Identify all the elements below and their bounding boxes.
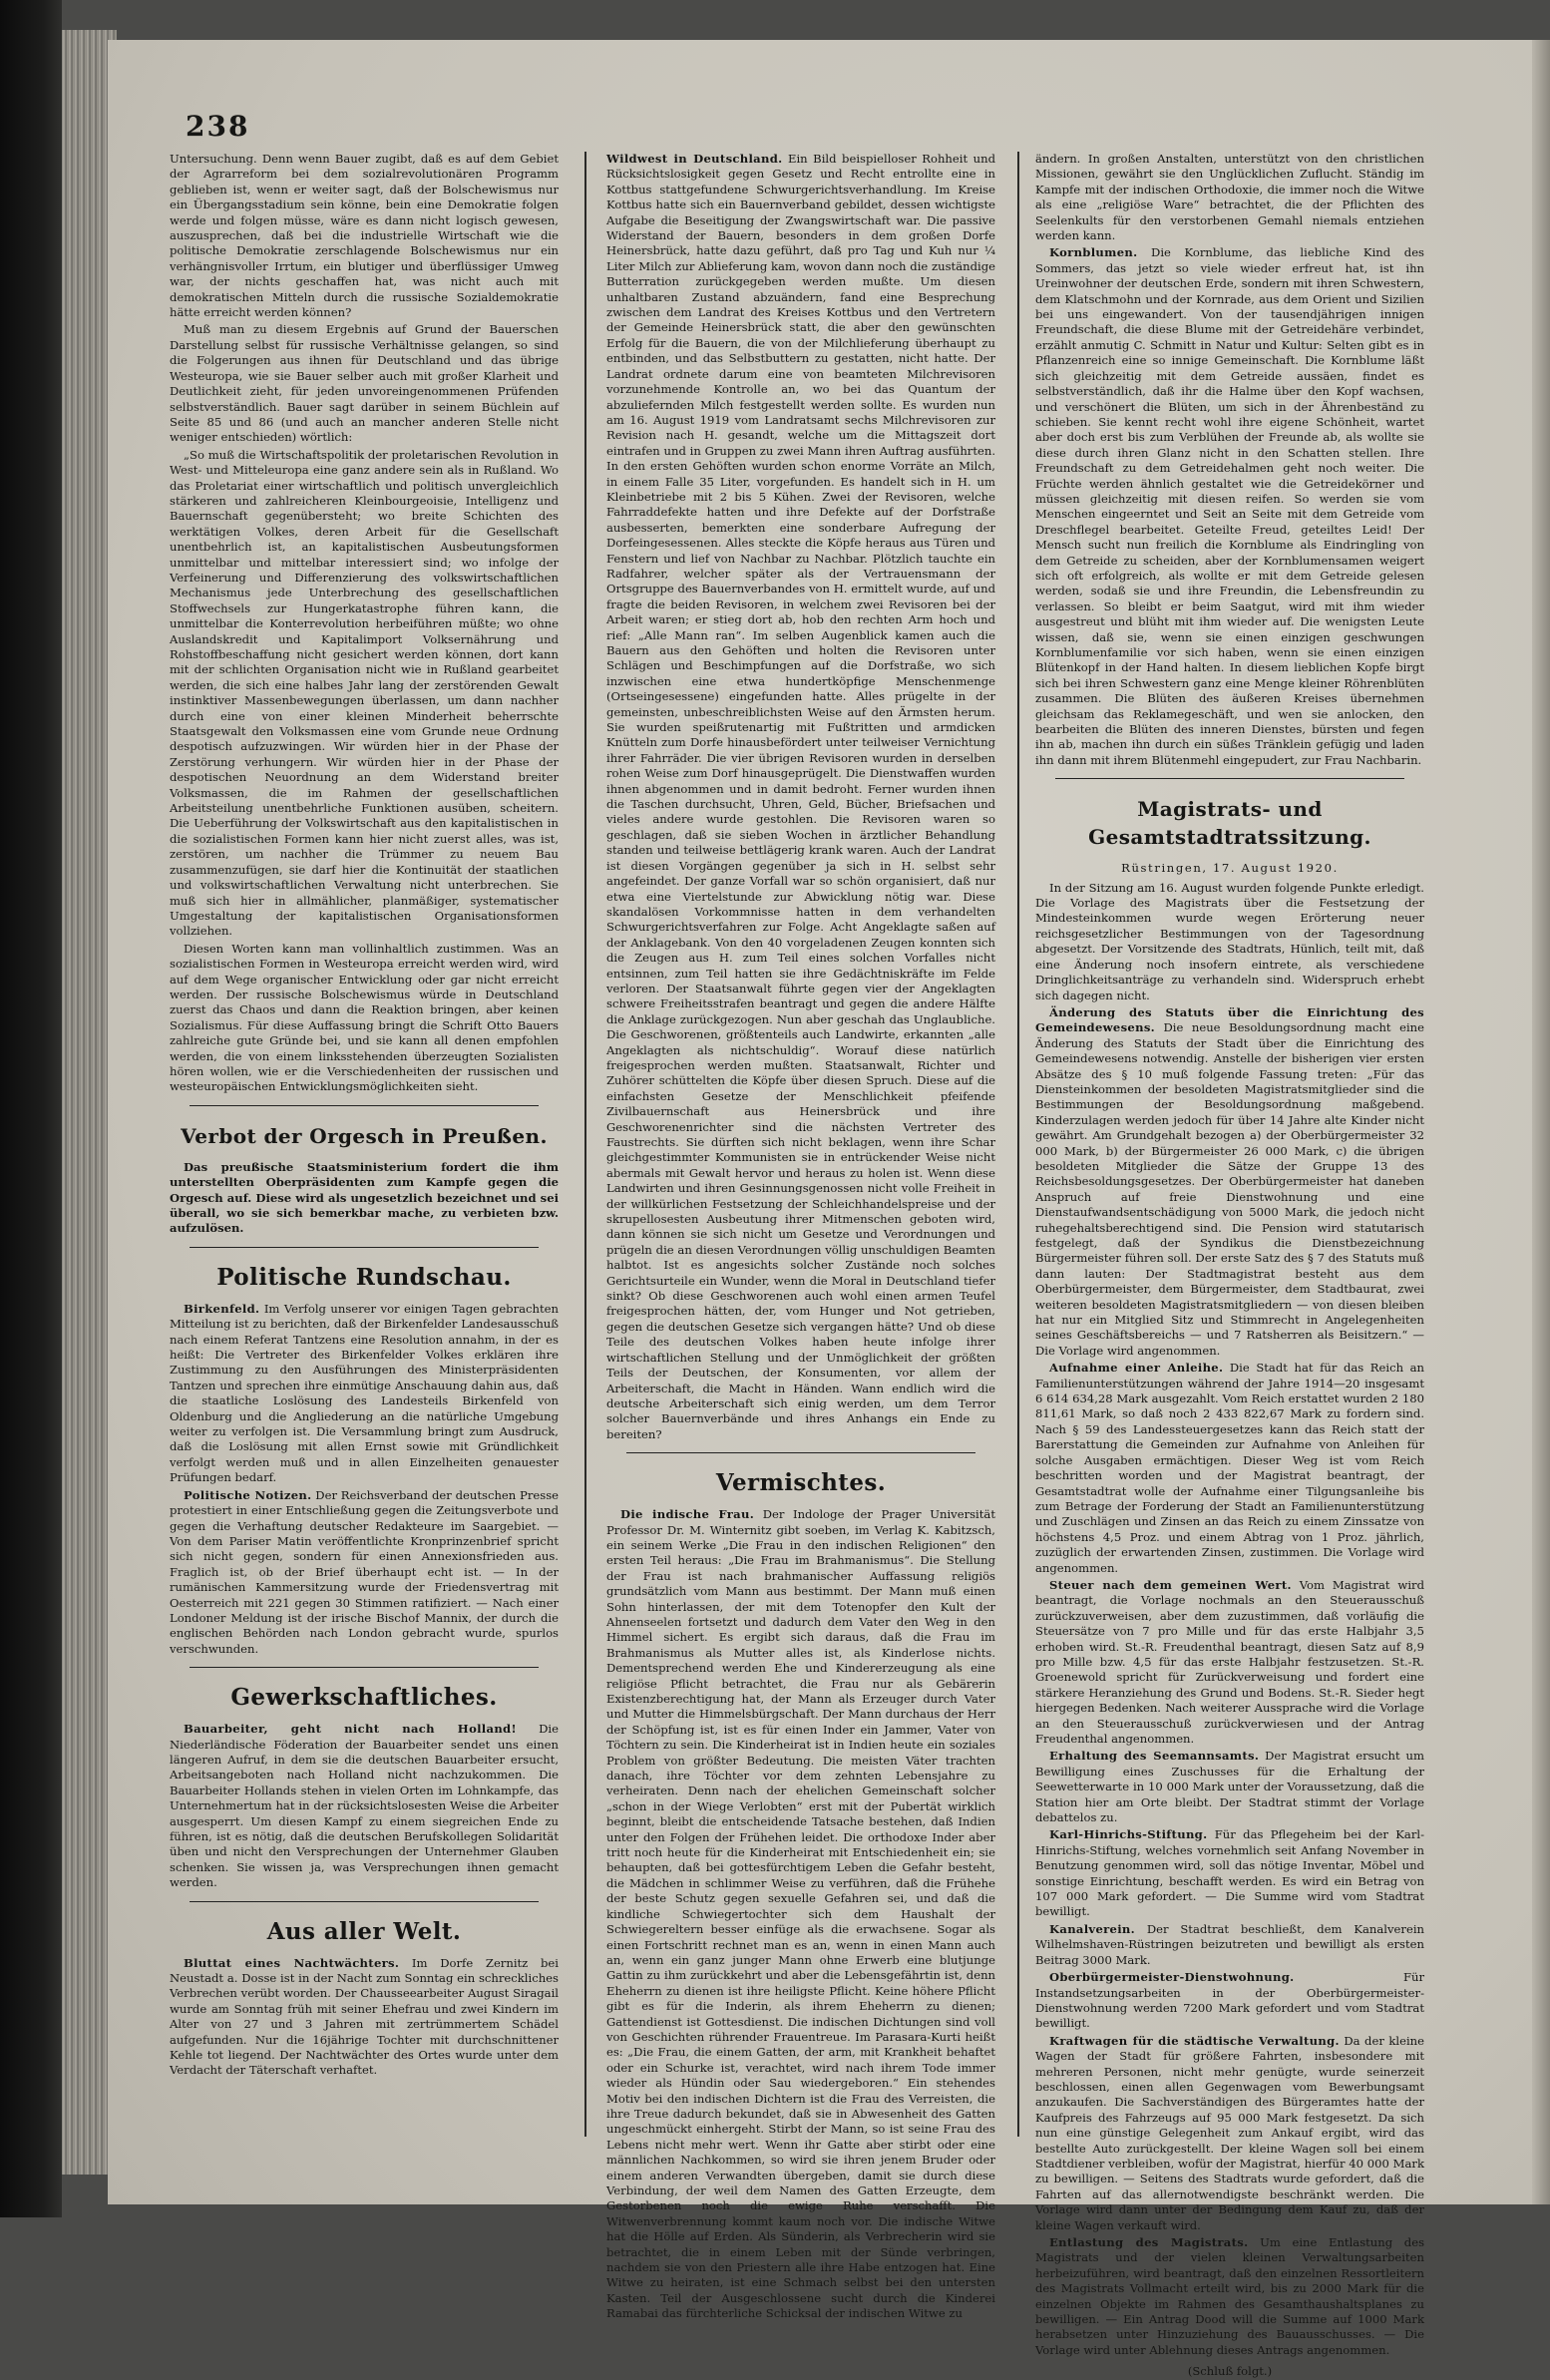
news-text: Der Stadtrat beschließt, dem Kanalverein Wilhelmshaven-Rüstringen beizutreten und bewilligt als ersten Beitrag 3000 Mark. (1035, 1921, 1424, 1967)
rubric: Steuer nach dem gemeinen Wert. (1049, 1577, 1292, 1592)
news-item (606, 1507, 995, 2322)
news-item (1035, 1578, 1424, 1747)
news-item (170, 1488, 559, 1657)
rubric: Aufnahme einer Anleihe. (1049, 1361, 1224, 1376)
section-rule (190, 1105, 539, 1106)
column-divider (1017, 152, 1019, 2137)
news-item (1035, 245, 1424, 768)
rubric: Birkenfeld. (184, 1301, 260, 1316)
article-paragraph: Das preußische Staatsministerium fordert die ihm unterstellten Oberpräsidenten zum Kampfe gegen die Orgesch auf. Diese wird als ungesetzlich bezeichnet und sei überall, wo sie sich bemerkbar mache, zu verbieten bzw. aufzulösen. (170, 1159, 559, 1236)
rubric: Entlastung des Magistrats. (1049, 2235, 1249, 2249)
news-item (1035, 1361, 1424, 1576)
section-rule (1055, 778, 1404, 779)
rubric: Wildwest in Deutschland. (606, 152, 783, 166)
news-text: Um eine Entlastung des Magistrats und der vielen kleinen Verwaltungsarbeiten herbeizuführen, wird beantragt, daß den einzelnen Ressortleitern des Magistrats Vollmacht erteilt wird, bis zu 2000 Mark für die einzelnen Objekte im Rahmen des Gesamthaushaltsplanes zu bewilligen. — Ein Antrag Dood will die Summe auf 1000 Mark herabsetzen unter Hinzuziehung des Bauausschusses. — Die Vorlage wird unter Ablehnung dieses Antrags angenommen. (1035, 2235, 1425, 2357)
news-item (170, 1302, 559, 1486)
rubric: Bluttat eines Nachtwächters. (184, 1955, 400, 1970)
rubric: Politische Notizen. (184, 1487, 312, 1502)
news-item (170, 1722, 559, 1890)
column-2 (606, 152, 996, 2321)
news-item (170, 1956, 559, 2079)
headline-magistratssitzung: Magistrats- und Gesamtstadtratssitzung. (1088, 797, 1371, 850)
rubric: Kanalverein. (1049, 1921, 1136, 1936)
column-1 (170, 152, 559, 2147)
news-text: Für Instandsetzungsarbeiten in der Oberbürgermeister-Dienstwohnung werden 7200 Mark gefordert und vom Stadtrat bewilligt. (1035, 1970, 1424, 2031)
section-rule (626, 1452, 975, 1453)
news-text: Die Niederländische Föderation der Bauarbeiter sendet uns einen längeren Aufruf, in dem sie die deutschen Bauarbeiter ersucht, Arbeitsangeboten nach Holland nicht nachzukommen. Die Bauarbeiter Hollands stehen in vielen Orten im Lohnkampfe, das Unternehmertum hat in der rücksichtslosesten Weise die Arbeiter ausgesperrt. Um diesen Kampf zu einem siegreichen Ende zu führen, ist es nötig, daß die deutschen Berufskollegen Solidarität üben und nicht den Versprechungen der Unternehmer Glauben schenken. Sie wissen ja, was Versprechungen ihnen gemacht werden. (170, 1722, 559, 1890)
article-paragraph: Diesen Worten kann man vollinhaltlich zustimmen. Was an sozialistischen Formen in Westeuropa erreicht werden wird, wird auf dem Wege organischer Entwicklung oder gar nicht erreicht werden. Der russische Bolschewismus würde in Deutschland zuerst das Chaos und dann die Reaktion bringen, aber keinen Sozialismus. Für diese Auffassung bringt die Schrift Otto Bauers zahlreiche gute Gründe bei, und sie kann all denen empfohlen werden, die von einem linksstehenden überzeugten Sozialisten hören wollen, wie er die Verschiedenheiten der russischen und westeuropäischen Entwicklungsmöglichkeiten sieht. (170, 941, 559, 1094)
rubric: Bauarbeiter, geht nicht nach Holland! (184, 1722, 517, 1737)
headline-gewerkschaftliches: Gewerkschaftliches. (230, 1684, 498, 1712)
headline-politische-rundschau: Politische Rundschau. (216, 1263, 512, 1291)
article-paragraph: In der Sitzung am 16. August wurden folgende Punkte erledigt. Die Vorlage des Magistrats über die Festsetzung der Mindesteinkommen wurde wegen Erörterung neuer reichsgesetzlicher Bestimmungen von der Tagesordnung abgesetzt. Der Vorsitzende des Stadtrats, Hünlich, teilt mit, daß eine Änderung noch insofern eintrete, als verschiedene Dringlichkeitsanträge zu verhandeln sind. Widerspruch erhebt sich dagegen nicht. (1035, 880, 1424, 1002)
to-be-continued: (Schluß folgt.) (1187, 2364, 1273, 2379)
rubric: Die indische Frau. (620, 1507, 755, 1522)
news-text: Da der kleine Wagen der Stadt für größere Fahrten, insbesondere mit mehreren Personen, nicht mehr genügte, wurde seinerzeit beschlossen, einen allen Gegenwagen vom Bewerbungsamt anzukaufen. Die Sachverständigen des Bürgeramtes hatte der Kaufpreis des Fahrzeugs auf 95 000 Mark festgesetzt. Da sich nun eine günstige Gelegenheit zum Ankauf ergibt, wird das bestellte Auto zurückgestellt. Der kleine Wagen soll bei einem Stadtdiener verbleiben, wofür der Magistrat, hierfür 40 000 Mark zu bewilligen. — Seitens des Stadtrats wurde gefordert, daß die Fahrten auf das allernotwendigste beschränkt werden. Die Vorlage wird dann unter der Bedingung dem Kauf zu, daß der kleine Wagen verkauft wird. (1035, 2033, 1425, 2232)
news-text: Im Dorfe Zernitz bei Neustadt a. Dosse ist in der Nacht zum Sonntag ein schreckliches Verbrechen verübt worden. Der Chausseearbeiter August Siragail wurde am Sonntag früh mit seiner Ehefrau und zwei Kindern im Alter von 27 und 3 Jahren mit zertrümmertem Schädel aufgefunden. Nur die 16jährige Tochter mit durchschnittener Kehle tot liegend. Der Nachtwächter des Ortes wurde unter dem Verdacht der Täterschaft verhaftet. (170, 1955, 559, 2078)
rubric: Erhaltung des Seemannsamts. (1049, 1749, 1260, 1764)
news-text: Der Magistrat ersucht um Bewilligung eines Zuschusses für die Erhaltung der Seewetterwarte in 10 000 Mark unter der Voraussetzung, daß die Station hier am Orte bleibt. Der Stadtrat stimmt der Vorlage debattelos zu. (1035, 1749, 1424, 1825)
news-item (1035, 1005, 1424, 1359)
news-text: Die neue Besoldungsordnung macht eine Änderung des Statuts der Stadt über die Einrichtung des Gemeindewesens notwendig. Anstelle der bisherigen vier ersten Absätze des § 10 muß folgende Fassung treten: „Für das Diensteinkommen der besoldeten Magistratsmitglieder sind die Bestimmungen der Besoldungsordnung maßgebend. Kinderzulagen werden jedoch für über 14 Jahre alte Kinder nicht gewährt. Am Grundgehalt bezogen a) der Oberbürgermeister 32 000 Mark, b) der Bürgermeister 26 000 Mark, c) die übrigen besoldeten Mitglieder die Sätze der Gruppe 13 des Reichsbesoldungsgesetzes. Der Oberbürgermeister hat daneben Anspruch auf freie Dienstwohnung und eine Dienstaufwandsentschädigung von 5000 Mark, die jedoch nicht ruhegehaltsberechtigend sind. Die Pension wird statutarisch festgelegt, daß der Syndikus die Dienstbezeichnung Bürgermeister führen soll. Der erste Satz des § 7 des Statuts muß dann lauten: Der Stadtmagistrat besteht aus dem Oberbürgermeister, dem Bürgermeister, dem Stadtbaurat, zwei weiteren besoldeten Magistratsmitgliedern — von diesen bleiben hat nur ein Mitglied Sitz und Stimmrecht in Angelegenheiten seines Geschäftsbereichs — und 7 Ratsherren als Beisitzern.“ — Die Vorlage wird angenommen. (1035, 1020, 1424, 1358)
news-item (1035, 1749, 1424, 1825)
column-divider (584, 152, 586, 2137)
news-text: Die Kornblume, das liebliche Kind des Sommers, das jetzt so viele wieder erfreut hat, ist ihn Ureinwohner der deutschen Erde, sondern mit ihren Schwestern, dem Klatschmohn und der Kornrade, aus dem Orient und Sizilien bei uns eingewandert. Von der tausendjährigen innigen Freundschaft, die diese Blume mit der Getreidehäre verbindet, erzählt anmutig C. Schmitt in Natur und Kultur: Selten gibt es in Pflanzenreich eine so innige Gemeinschaft. Die Kornblume läßt sich gleichzeitig mit dem Getreide aussäen, findet es selbstverständlich, daß ihr die Halme über den Kopf wachsen, und verschönert die Blüten, um sich in der Ährenbeständ zu schieben. Sie kennt recht wohl ihre eigene Schönheit, wartet aber doch erst bis zum Verblühen der Freunde ab, als wollte sie diese durch ihren Glanz nicht in den Schatten stellen. Ihre Freundschaft zu dem Getreidehalmen geht noch weiter. Die Früchte werden ähnlich gestaltet wie die Getreidekörner und müssen gleichzeitig mit diesen reifen. So werden sie vom Menschen eingeerntet und Seit an Seite mit dem Getreide vom Dreschflegel bearbeitet. Geteilte Freud, geteiltes Leid! Der Mensch sucht nun freilich die Kornblume als Eindringling von dem Getreide zu scheiden, aber der Kornblumensamen weigert sich oft erfolgreich, als wollte er mit dem Getreide gelesen werden, sodaß sie und ihre Freundin, die Lebensfreundin zu verlassen. So bleibt er beim Saatgut, wird mit ihm wieder ausgestreut und blüht mit ihm wieder auf. Die wenigsten Leute wissen, daß sie, wenn sie einen einzigen geschwungen Kornblumenfamilie vor sich haben, wenn sie einen einzigen Blütenkopf in der Hand halten. In diesem lieblichen Kopfe birgt sich bei ihren Schwestern ganz eine Menge kleiner Röhrenblüten zusammen. Die Blüten des äußeren Kreises übernehmen gleichsam das Reklamegeschäft, und wen sie anlocken, den bearbeiten die Blüten des inneren Dienstes, bürsten und fegen ihn ab, machen ihn durch ein süßes Tränklein gefügig und laden ihn dann mit ihrem Blütenmehl eingepudert, zur Frau Nachbarin. (1035, 245, 1425, 767)
rubric: Kraftwagen für die städtische Verwaltung. (1049, 2033, 1340, 2048)
headline-aus-aller-welt: Aus aller Welt. (266, 1917, 462, 1945)
news-item (1035, 1827, 1424, 1919)
page-number: 238 (186, 110, 250, 143)
news-item (606, 152, 995, 1442)
article-paragraph: ändern. In großen Anstalten, unterstützt von den christlichen Missionen, gewährt sie den Unglücklichen Zuflucht. Ständig im Kampfe mit der indischen Orthodoxie, die immer noch die Witwe als eine „religiöse Ware“ betrachtet, die der Pflichten des Seelenkults für den verstorbenen Gemahl niemals entziehen werden kann. (1035, 152, 1424, 243)
article-quote: „So muß die Wirtschaftspolitik der proletarischen Revolution in West- und Mitteleuropa eine ganz andere sein als in Rußland. Wo das Proletariat einer wirtschaftlich und politisch unvergleichlich stärkeren und zahlreicheren Kleinbourgeoisie, Intelligenz und Bauernschaft gegenübersteht; wo breite Schichten des werktätigen Volkes, deren Arbeit für die Gesellschaft unentbehrlich ist, an kapitalistischen Ausbeutungsformen unmittelbar und mittelbar interessiert sind; wo infolge der Verfeinerung und Differenzierung des volkswirtschaftlichen Mechanismus jede Unterbrechung des gesellschaftlichen Stoffwechsels zur Hungerkatastrophe führen kann, die unmittelbar die Konterrevolution herbeiführen müßte; wo ohne Auslandskredit und Kapitalimport Volksernährung und Rohstoffbeschaffung nicht gesichert werden können, dort kann mit der schlichten Organisation nicht wie in Rußland gearbeitet werden, die sich eine halbes Jahr lang der zerstörenden Gewalt instinktiver Massenbewegungen überlassen, um dann nachher durch eine von einer kleinen Minderheit beherrschte Staatsgewalt den Volksmassen eine vom Grunde neue Ordnung despotisch aufzuzwingen. Wir würden hier in der Phase der Zerstörung verhungern. Wir würden hier in der Phase der despotischen Neuordnung an dem Widerstand breiter Volksmassen, die im Rahmen der gesellschaftlichen Arbeitsteilung unentbehrliche Funktionen ausüben, scheitern. Die Ueberführung der Volkswirtschaft aus den kapitalistischen in die sozialistischen Formen kann hier nicht zuerst alles, was ist, zerstören, um nachher die Trümmer zu neuem Bau zusammenzufügen, sie darf hier die Kontinuität der staatlichen und volkswirtschaftlichen Verwaltung nicht unterbrechen. Sie muß sich hier in allmählicher, planmäßiger, systematischer Umgestaltung der kapitalistischen Organisationsformen vollziehen. (170, 447, 559, 939)
headline-vermischtes: Vermischtes. (715, 1469, 887, 1497)
rubric: Kornblumen. (1049, 245, 1138, 260)
article-paragraph: Untersuchung. Denn wenn Bauer zugibt, daß es auf dem Gebiet der Agrarreform bei dem sozialrevolutionären Programm geblieben ist, wenn er weiter sagt, daß der Bolschewismus nur ein Übergangsstadium sein könne, bein eine Demokratie folgen werde und folgen müsse, wäre es dann nicht logisch gewesen, auszusprechen, daß bei die industrielle Wirtschaft wie die politische Demokratie zerschlagende Bolschewismus nur ein verhängnisvoller Irrtum, ein blutiger und überflüssiger Umweg war, der nichts geschaffen hat, was nicht auch mit demokratischen Mitteln durch die russische Sozialdemokratie hätte erreicht werden können? (170, 152, 559, 320)
news-text: Im Verfolg unserer vor einigen Tagen gebrachten Mitteilung ist zu berichten, daß der Birkenfelder Landesausschuß nach einem Referat Tantzens eine Resolution annahm, in der es heißt: Die Vertreter des Birkenfelder Volkes erklären ihre Zustimmung zu den Ausführungen des Ministerpräsidenten Tantzen und sprechen ihre einmütige Anschauung dahin aus, daß die staatliche Loslösung des Landesteils Birkenfeld von Oldenburg und die Angliederung an die natürliche Umgebung weiter zu verfolgen ist. Die Versammlung bringt zum Ausdruck, daß die Loslösung mit allen Ernst sowie mit Gründlichkeit verfolgt werden muß und in allen Einzelheiten genauester Prüfungen bedarf. (170, 1301, 560, 1485)
rubric: Änderung des Statuts über die Einrichtung des Gemeindewesens. (1035, 1004, 1424, 1035)
news-text: Für das Pflegeheim bei der Karl-Hinrichs-Stiftung, welches vornehmlich seit Anfang November in Benutzung genommen wird, soll das nötige Inventar, Möbel und sonstige Einrichtung, beschafft werden. Es wird ein Betrag von 107 000 Mark gefordert. — Die Summe wird vom Stadtrat bewilligt. (1035, 1827, 1425, 1919)
newspaper-page (108, 40, 1550, 2379)
section-rule (190, 1667, 539, 1668)
column-3 (1035, 152, 1425, 2379)
rubric: Karl-Hinrichs-Stiftung. (1049, 1827, 1208, 1842)
headline-orgesch: Verbot der Orgesch in Preußen. (181, 1123, 548, 1148)
article-paragraph: Muß man zu diesem Ergebnis auf Grund der Bauerschen Darstellung selbst für russische Verhältnisse gelangen, so sind die Folgerungen aus ihnen für Deutschland und das übrige Westeuropa, wie sie Bauer selber auch mit großer Klarheit und Deutlichkeit zieht, für jeden unvoreingenommenen Prüfenden selbstverständlich. Bauer sagt darüber in seinem Büchlein auf Seite 85 und 86 (und auch an mancher anderen Stelle nicht weniger entschieden) wörtlich: (170, 322, 559, 445)
dateline: Rüstringen, 17. August 1920. (1121, 861, 1339, 876)
news-text: Vom Magistrat wird beantragt, die Vorlage nochmals an den Steuerausschuß zurückzuverweisen, aber dem zuzustimmen, daß vorläufig die Steuersätze von 7 pro Mille und für das erste Halbjahr 3,5 erhoben wird. St.-R. Freudenthal beantragt, diesen Satz auf 8,9 pro Mille bzw. 4,5 für das erste Halbjahr festzusetzen. St.-R. Groenewold spricht für Zurückverweisung und fordert eine stärkere Heranziehung des Grund und Bodens. St.-R. Sieder hegt hiergegen Bedenken. Nach weiterer Aussprache wird die Vorlage an den Steuerausschuß zurückverwiesen und der Antrag Freudenthal angenommen. (1035, 1577, 1425, 1746)
news-item (1035, 2034, 1424, 2233)
section-rule (190, 1247, 539, 1248)
section-rule (190, 1901, 539, 1902)
news-item (1035, 1970, 1424, 2032)
news-item (1035, 2235, 1424, 2358)
news-text: Der Indologe der Prager Universität Professor Dr. M. Winternitz gibt soeben, im Verlag K. Kabitzsch, ein seinem Werke „Die Frau in den indischen Religionen“ den ersten Teil heraus: „Die Frau im Brahmanismus“. Die Stellung der Frau ist nach brahmanischer Auffassung religiös grundsätzlich vom Mann aus bestimmt. Der Mann muß einen Sohn hinterlassen, der mit dem Totenopfer den Kult der Ahnenseelen fortsetzt und dadurch dem Vater den Weg in den Himmel sichert. Es ergibt sich daraus, daß die Frau im Brahmanismus als Mutter alles ist, als Kinderlose nichts. Dementsprechend werden Ehe und Kindererzeugung als eine religiöse Pflicht betrachtet, die Frau nur als Gebärerin Existenzberechtigung hat, der Mann als Erzeuger durch Vater und Mutter die Himmelsbürgschaft. Der Mann durchaus der Herr der Schöpfung ist, ist es für einen Inder ein Jammer, Vater von Töchtern zu sein. Die Kinderheirat ist in Indien heute ein soziales Problem von größter Bedeutung. Die meisten Väter trachten danach, ihre Töchter vor dem zehnten Lebensjahre zu verheiraten. Denn nach der ehelichen Gemeinschaft solcher „schon in der Wiege Verlobten“ erst mit der Pubertät wirklich beginnt, bleibt die entscheidende Tatsache bestehen, daß Indien unter den Folgen der Frühehen leidet. Die orthodoxe Inder aber tritt noch heute für die Kinderheirat mit Entschiedenheit ein; sie behaupten, daß bei gottesfürchtigem Leben die Gefahr besteht, die Mädchen in schlimmer Weise zu verführen, daß die Frühehe der beste Schutz gegen sexuelle Gefahren sei, und daß die kindliche Schwiegertochter sich dem Haushalt der Schwiegereltern besser einfüge als die erwachsene. Sogar als einen Fortschritt rechnet man es an, wenn in einen Mann auch an, wenn ein ganz junger Mann ohne Erwerb eine blutjunge Gattin zu ihm zurückkehrt und aber die Lebensgefährtin ist, denn Eheherrn zu dienen ist ihre heiligste Pflicht. Keine höhere Pflicht gibt es für die Inderin, als ihrem Eheherrn zu dienen; Gattendienst ist Gottesdienst. Die indischen Dichtungen sind voll von Geschichten rührender Frauentreue. Im Parasara-Kurti heißt es: „Die Frau, die einem Gatten, der arm, mit Krankheit behaftet oder ein Schurke ist, verachtet, wird nach ihrem Tode immer wieder als Hündin oder Sau wiedergeboren.“ Ein stehendes Motiv bei den indischen Dichtern ist die Frau des Verreisten, die ihre Treue dadurch bekundet, daß sie in Abwesenheit des Gatten ungeschmückt einhergeht. Stirbt der Mann, so ist seine Frau des Lebens nicht mehr wert. Wenn ihr Gatte aber stirbt oder eine männlichen Nachkommen, so wird sie ihren jenem Bruder oder einem anderen Verwandten übergeben, damit sie durch diese Verbindung, der weil dem Namen des Gatten Erzeugte, dem Gestorbenen noch die ewige Ruhe verschafft. Die Witwenverbrennung kommt kaum noch vor. Die indische Witwe hat die Hölle auf Erden. Als Sünderin, als Verbrecherin wird sie betrachtet, die in einem Leben mit der Sünde verbringen, nachdem sie von den Priestern alle ihre Habe entzogen hat. Eine Witwe zu heiraten, ist eine Schmach selbst bei den untersten Kasten. Teil der Ausgeschlossene sucht durch die Kinderei Ramabai das fürchterliche Schicksal der indischen Witwe zu (606, 1507, 995, 2321)
page-right-edge (1532, 40, 1550, 2204)
rubric: Oberbürgermeister-Dienstwohnung. (1049, 1970, 1295, 1985)
book-binding (0, 0, 62, 2217)
news-text: Die Stadt hat für das Reich an Familienunterstützungen während der Jahre 1914—20 insgesamt 6 614 634,28 Mark ausgezahlt. Vom Reich erstattet wurden 2 180 811,61 Mark, so daß noch 2 433 822,67 Mark zu fordern sind. Nach § 59 des Landessteuergesetzes kann das Reich statt der Barerstattung die Gemeinden zur Aufnahme von Anleihen für solche Ausgaben ermächtigen. Dieser Weg ist vom Reich beschritten worden und der Magistrat beantragt, der Gesamtstadtrat wolle der Aufnahme einer Tilgungsanleihe bis zum Betrage der Forderung der Stadt an Familienunterstützung und Zuschlägen und Zinsen an das Reich zu einem Zinssatze von höchstens 4,5 Proz. und einem Abtrag von 1 Proz. jährlich, zuzüglich der erwartenden Zinsen, zustimmen. Die Vorlage wird angenommen. (1035, 1361, 1425, 1575)
news-text: Der Reichsverband der deutschen Presse protestiert in einer Entschließung gegen die Zeitungsverbote und gegen die Verhaftung deutscher Redakteure im Saargebiet. — Von dem Pariser Matin veröffentlichte Kronprinzenbrief spricht sich nicht gegen, sondern für einen Annexionsfrieden aus. Fraglich ist, ob der Brief überhaupt echt ist. — In der rumänischen Kammersitzung wurde der Friedensvertrag mit Oesterreich mit 221 gegen 30 Stimmen ratifiziert. — Nach einer Londoner Meldung ist der irische Bischof Mannix, der durch die englischen Behörden nach London gebracht wurde, spurlos verschwunden. (170, 1487, 559, 1656)
news-item (1035, 1922, 1424, 1968)
news-text: Ein Bild beispielloser Rohheit und Rücksichtslosigkeit gegen Gesetz und Recht entrollte eine in Kottbus stattgefundene Schwurgerichtsverhandlung. Im Kreise Kottbus hatte sich ein Bauernverband gebildet, dessen wichtigste Aufgabe die Beseitigung der Zwangswirtschaft war. Die passive Widerstand der Bauern, besonders in dem großen Dorfe Heinersbrück, hatte dazu geführt, daß pro Tag und Kuh nur ¼ Liter Milch zur Ablieferung kam, wovon dann noch die zuständige Butterration zurückgegeben werden mußte. Um diesen unhaltbaren Zustand abzuändern, fand eine Besprechung zwischen dem Landrat des Kreises Kottbus und den Vertretern der Gemeinde Heinersbrück statt, die aber den gewünschten Erfolg für die Bauern, die von der Milchlieferung überhaupt zu entbinden, und das Selbstbuttern zu gestatten, nicht hatte. Der Landrat ordnete darum eine von beamteten Milchrevisoren vorzunehmende Kontrolle an, wo bei das Quantum der abzuliefernden Milch festgestellt werden sollte. Es wurden nun am 16. August 1919 vom Landratsamt sechs Milchrevisoren zur Revision nach H. gesandt, welche um die Mittagszeit dort eintrafen und in Gruppen zu zwei Mann ihren Auftrag ausführten. In den ersten Gehöften wurden schon enorme Vorräte an Milch, in einem Falle 35 Liter, vorgefunden. Es handelt sich in H. um Kleinbetriebe mit 2 bis 5 Kühen. Zwei der Revisoren, welche Fahrraddefekte hatten und ihre Defekte auf der Dorfstraße ausbesserten, bemerkten eine sonderbare Aufregung der Dorfeingesessenen. Alles steckte die Köpfe heraus aus Türen und Fenstern und lief von Nachbar zu Nachbar. Plötzlich tauchte ein Radfahrer, welcher später als der Vertrauensmann der Ortsgruppe des Bauernverbandes von H. ermittelt wurde, auf und fragte die beiden Revisoren, in welchem zwei Revisoren bei der Arbeit waren; er stieg dort ab, hob den rechten Arm hoch und rief: „Alle Mann ran“. Im selben Augenblick kamen auch die Bauern aus den Gehöften und holten die Revisoren unter Schlägen und Beschimpfungen auf die Dorfstraße, wo sich inzwischen eine etwa hundertköpfige Menschenmenge (Ortseingesessene) eingefunden hatte. Alles prügelte in der gemeinsten, unbeschreiblichsten Weise auf den Ärmsten herum. Sie wurden speißrutenartig mit Fußtritten und armdicken Knütteln zum Dorfe hinausbefördert unter teilweiser Vernichtung ihrer Fahrräder. Die vier übrigen Revisoren wurden in derselben rohen Weise zum Dorf hinausgeprügelt. Die Dienstwaffen wurden ihnen abgenommen und in damit bedroht. Ferner wurden ihnen die Taschen durchsucht, Uhren, Geld, Bücher, Briefsachen und vieles andere wurde gestohlen. Die Revisoren waren so geschlagen, daß sie sieben Wochen in ärztlicher Behandlung standen und teilweise bettlägerig krank waren. Auch der Landrat ist diesen Vorgängen gegenüber ja sich in H. selbst sehr angefeindet. Der ganze Vorfall war so schön organisiert, daß nur etwa eine Viertelstunde zur Abwicklung nötig war. Diese skandalösen Vorkommnisse hatten in dem verhandelten Schwurgerichtsverfahren zur Folge. Acht Angeklagte saßen auf der Anklagebank. Von den 40 vorgeladenen Zeugen konnten sich die Zeugen aus H. zum Teil eines solchen Vorfalles nicht entsinnen, zum Teil hatten sie ihre Gedächtniskräfte im Felde verloren. Der Staatsanwalt führte gegen vier der Angeklagten schwere Freiheitsstrafen beantragt und gegen die andere Hälfte die Anklage zurückgezogen. Nun aber geschah das Unglaubliche. Die Geschworenen, größtenteils auch Landwirte, erkannten „alle Angeklagten als nichtschuldig“. Worauf diese natürlich freigesprochen werden mußten. Staatsanwalt, Richter und Zuhörer schüttelten die Köpfe über diesen Spruch. Diese auf die einfachsten Gesetze der Menschlichkeit pfeifende Zivilbauernschaft aus Heinersbrück und ihre Geschworenenrichter sind die nächsten Vertreter des Faustrechts. Sie dürften sich nicht beklagen, wenn ihre Schar gleichgestimmter Kommunisten sie in entrückender Weise nicht abermals mit Gewalt hervor und heraus zu holen ist. Wenn diese Landwirten und ihren Gesinnungsgenossen nicht volle Freiheit in der willkürlichen Festsetzung der Schleichhandelspreise und der skrupellosesten Ausbeutung ihrer Mitmenschen geboten wird, dann können sie sich nicht um Gesetze und Verordnungen und prügeln die an diesen Verordnungen völlig unschuldigen Beamten halbtot. Ist es angesichts solcher Zustände noch solches Gerichtsurteile ein Wunder, wenn die Moral in Deutschland tiefer sinkt? Ob diese Geschworenen auch wohl einen armen Teufel freigesprochen hätten, der, vom Hunger und Not getrieben, gegen die deutschen Gesetze sich vergangen hätte? Und ob diese Teile des deutschen Volkes haben heute infolge ihrer wirtschaftlichen Stellung und der Unmöglichkeit der größten Teils der Deutschen, der Konsumenten, vor allem der Arbeiterschaft, die Macht in Händen. Wann endlich wird die deutsche Arbeiterschaft sich einig werden, um dem Terror solcher Bauernverbände und ihres Anhangs ein Ende zu bereiten? (606, 152, 996, 1441)
